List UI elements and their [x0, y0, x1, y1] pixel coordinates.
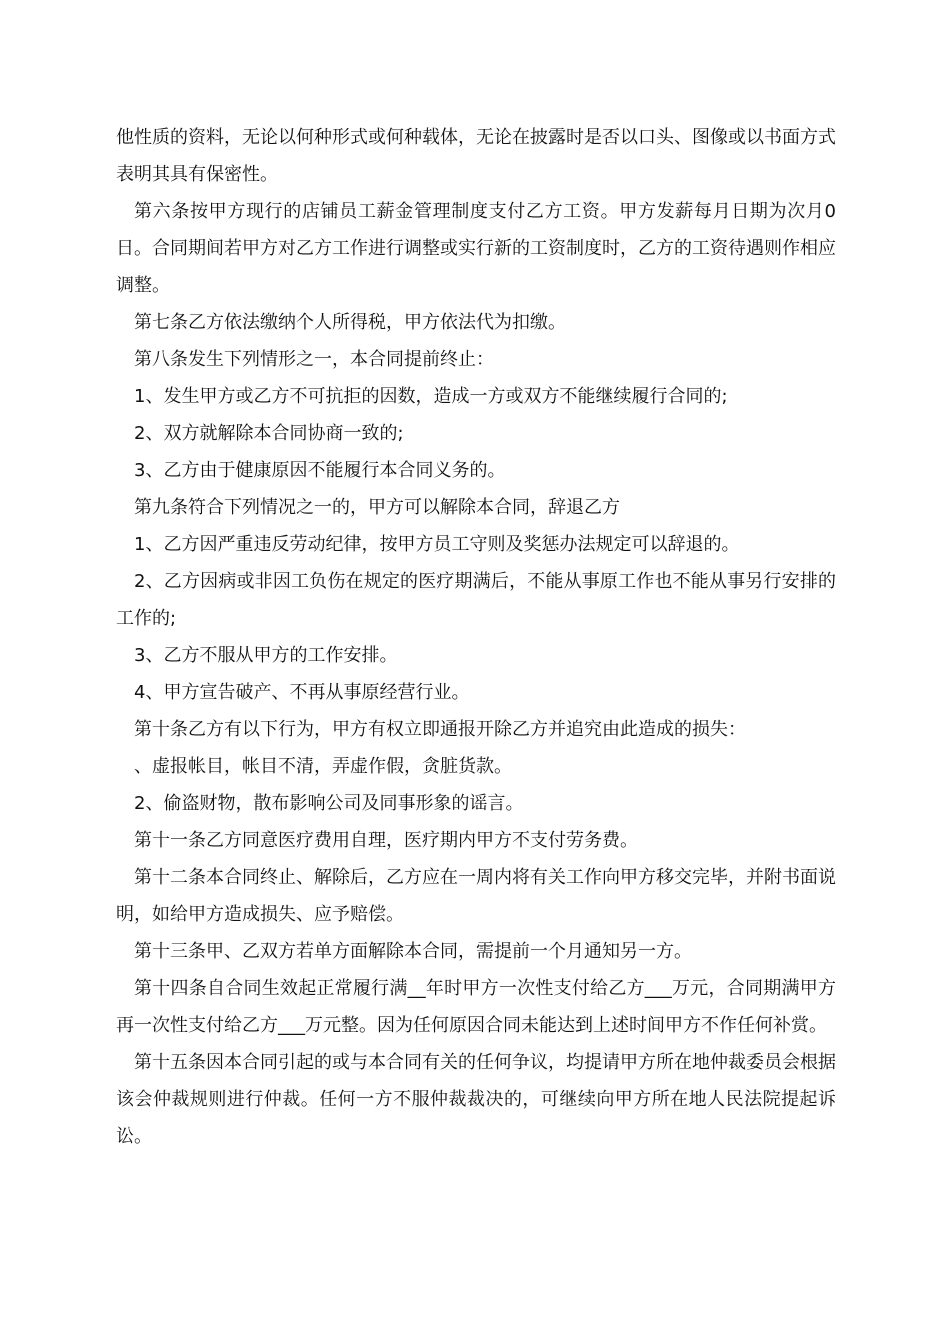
- list-item: 2、双方就解除本合同协商一致的;: [134, 423, 404, 444]
- list-item: 3、乙方由于健康原因不能履行本合同义务的。: [134, 460, 506, 481]
- list-item: 4、甲方宣告破产、不再从事原经营行业。: [134, 682, 470, 703]
- paragraph: 第七条乙方依法缴纳个人所得税，甲方依法代为扣缴。: [134, 312, 566, 333]
- paragraph: 第十条乙方有以下行为，甲方有权立即通报开除乙方并追究由此造成的损失：: [134, 719, 746, 740]
- paragraph: 他性质的资料，无论以何种形式或何种载体，无论在披露时是否以口头、图像或以书面方式表明其具有保密性。: [116, 127, 836, 185]
- list-item: 2、偷盗财物，散布影响公司及同事形象的谣言。: [134, 793, 524, 814]
- paragraph: 第十三条甲、乙双方若单方面解除本合同，需提前一个月通知另一方。: [134, 941, 692, 962]
- paragraph: 第十五条因本合同引起的或与本合同有关的任何争议，均提请甲方所在地仲裁委员会根据该会仲裁规则进行仲裁。任何一方不服仲裁裁决的，可继续向甲方所在地人民法院提起诉讼。: [116, 1052, 836, 1147]
- paragraph: 第十二条本合同终止、解除后，乙方应在一周内将有关工作向甲方移交完毕，并附书面说明，如给甲方造成损失、应予赔偿。: [116, 867, 836, 925]
- paragraph: 第八条发生下列情形之一，本合同提前终止：: [134, 349, 494, 370]
- paragraph: 第六条按甲方现行的店铺员工薪金管理制度支付乙方工资。甲方发薪每月日期为次月0日。合同期间若甲方对乙方工作进行调整或实行新的工资制度时，乙方的工资待遇则作相应调整。: [116, 201, 836, 296]
- list-item: 3、乙方不服从甲方的工作安排。: [134, 645, 398, 666]
- paragraph: 第九条符合下列情况之一的，甲方可以解除本合同，辞退乙方: [134, 497, 620, 518]
- list-item: 2、乙方因病或非因工负伤在规定的医疗期满后，不能从事原工作也不能从事另行安排的工作的;: [116, 571, 836, 629]
- list-item: 、虚报帐目，帐目不清，弄虚作假，贪脏货款。: [134, 756, 512, 777]
- list-item: 1、乙方因严重违反劳动纪律，按甲方员工守则及奖惩办法规定可以辞退的。: [134, 534, 740, 555]
- list-item: 1、发生甲方或乙方不可抗拒的因数，造成一方或双方不能继续履行合同的;: [134, 386, 728, 407]
- paragraph: 第十四条自合同生效起正常履行满__年时甲方一次性支付给乙方___万元，合同期满甲方再一次性支付给乙方___万元整。因为任何原因合同未能达到上述时间甲方不作任何补赏。: [116, 978, 836, 1036]
- document-body: [116, 119, 836, 1155]
- paragraph: 第十一条乙方同意医疗费用自理，医疗期内甲方不支付劳务费。: [134, 830, 638, 851]
